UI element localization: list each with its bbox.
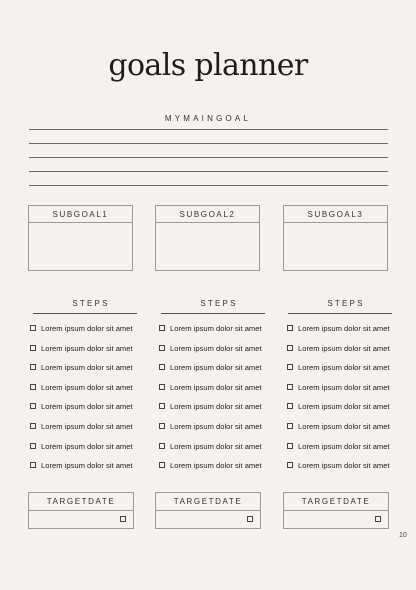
step-checkbox[interactable] bbox=[159, 462, 165, 468]
step-checkbox[interactable] bbox=[159, 325, 165, 331]
step-item[interactable] bbox=[30, 421, 133, 433]
step-text: Lorem ipsum dolor sit amet bbox=[170, 382, 262, 392]
main-goal-line[interactable] bbox=[29, 185, 388, 186]
step-item[interactable] bbox=[159, 362, 262, 374]
steps-divider bbox=[161, 313, 265, 314]
steps-label: STEPS bbox=[327, 299, 365, 308]
step-item[interactable] bbox=[159, 382, 262, 394]
step-checkbox[interactable] bbox=[287, 384, 293, 390]
step-item[interactable] bbox=[30, 362, 133, 374]
step-text: Lorem ipsum dolor sit amet bbox=[298, 363, 390, 373]
step-checkbox[interactable] bbox=[287, 345, 293, 351]
steps-divider bbox=[288, 313, 392, 314]
step-item[interactable] bbox=[159, 323, 262, 335]
step-checkbox[interactable] bbox=[287, 403, 293, 409]
page-number: 10 bbox=[399, 532, 407, 539]
step-item[interactable] bbox=[30, 382, 133, 394]
step-checkbox[interactable] bbox=[287, 462, 293, 468]
main-goal-line[interactable] bbox=[29, 143, 388, 144]
step-item[interactable] bbox=[30, 460, 133, 472]
step-text: Lorem ipsum dolor sit amet bbox=[298, 324, 390, 333]
step-item[interactable] bbox=[287, 343, 390, 355]
target-date-box-1[interactable] bbox=[28, 492, 134, 529]
step-item[interactable] bbox=[287, 362, 390, 374]
subgoal-label: SUBGOAL2 bbox=[156, 206, 259, 223]
step-text: Lorem ipsum dolor sit amet bbox=[41, 441, 133, 451]
step-text: Lorem ipsum dolor sit amet bbox=[41, 324, 133, 333]
step-checkbox[interactable] bbox=[30, 364, 36, 370]
step-checkbox[interactable] bbox=[159, 443, 165, 449]
main-goal-label: MYMAINGOAL bbox=[164, 114, 252, 123]
step-checkbox[interactable] bbox=[30, 443, 36, 449]
target-date-box-3[interactable] bbox=[283, 492, 389, 529]
step-text: Lorem ipsum dolor sit amet bbox=[298, 461, 390, 471]
target-date-checkbox[interactable] bbox=[375, 516, 381, 522]
steps-column-1 bbox=[30, 298, 152, 314]
step-text: Lorem ipsum dolor sit amet bbox=[170, 422, 262, 431]
step-text: Lorem ipsum dolor sit amet bbox=[298, 402, 390, 412]
target-date-label: TARGETDATE bbox=[29, 493, 133, 511]
target-date-checkbox[interactable] bbox=[120, 516, 126, 522]
step-text: Lorem ipsum dolor sit amet bbox=[170, 461, 262, 471]
step-item[interactable] bbox=[287, 441, 390, 453]
step-checkbox[interactable] bbox=[30, 384, 36, 390]
steps-label: STEPS bbox=[200, 299, 238, 308]
steps-label: STEPS bbox=[72, 299, 110, 308]
step-item[interactable] bbox=[159, 401, 262, 413]
steps-divider bbox=[33, 313, 137, 314]
step-item[interactable] bbox=[30, 343, 133, 355]
step-item[interactable] bbox=[287, 323, 390, 335]
step-checkbox[interactable] bbox=[159, 403, 165, 409]
step-checkbox[interactable] bbox=[287, 325, 293, 331]
step-text: Lorem ipsum dolor sit amet bbox=[170, 363, 262, 373]
step-checkbox[interactable] bbox=[30, 325, 36, 331]
main-goal-line[interactable] bbox=[29, 157, 388, 158]
step-item[interactable] bbox=[159, 460, 262, 472]
step-text: Lorem ipsum dolor sit amet bbox=[170, 343, 262, 353]
step-text: Lorem ipsum dolor sit amet bbox=[41, 461, 133, 471]
step-item[interactable] bbox=[159, 343, 262, 355]
page-title: goals planner bbox=[108, 48, 308, 83]
step-checkbox[interactable] bbox=[159, 384, 165, 390]
step-item[interactable] bbox=[30, 323, 133, 335]
step-checkbox[interactable] bbox=[287, 443, 293, 449]
target-date-checkbox[interactable] bbox=[247, 516, 253, 522]
subgoal-box-1[interactable] bbox=[28, 205, 133, 271]
step-item[interactable] bbox=[287, 460, 390, 472]
target-date-box-2[interactable] bbox=[155, 492, 261, 529]
step-text: Lorem ipsum dolor sit amet bbox=[170, 441, 262, 451]
step-text: Lorem ipsum dolor sit amet bbox=[170, 324, 262, 333]
step-item[interactable] bbox=[159, 421, 262, 433]
step-item[interactable] bbox=[159, 441, 262, 453]
step-text: Lorem ipsum dolor sit amet bbox=[41, 363, 133, 373]
target-date-label: TARGETDATE bbox=[284, 493, 388, 511]
step-checkbox[interactable] bbox=[159, 423, 165, 429]
step-checkbox[interactable] bbox=[159, 364, 165, 370]
target-date-label: TARGETDATE bbox=[156, 493, 260, 511]
step-checkbox[interactable] bbox=[159, 345, 165, 351]
step-item[interactable] bbox=[287, 382, 390, 394]
step-text: Lorem ipsum dolor sit amet bbox=[298, 422, 390, 431]
step-item[interactable] bbox=[287, 401, 390, 413]
step-item[interactable] bbox=[30, 441, 133, 453]
step-text: Lorem ipsum dolor sit amet bbox=[298, 441, 390, 451]
step-checkbox[interactable] bbox=[287, 423, 293, 429]
step-checkbox[interactable] bbox=[30, 403, 36, 409]
main-goal-line[interactable] bbox=[29, 129, 388, 130]
subgoal-box-3[interactable] bbox=[283, 205, 388, 271]
step-text: Lorem ipsum dolor sit amet bbox=[298, 343, 390, 353]
step-checkbox[interactable] bbox=[30, 423, 36, 429]
step-checkbox[interactable] bbox=[30, 345, 36, 351]
step-checkbox[interactable] bbox=[287, 364, 293, 370]
main-goal-line[interactable] bbox=[29, 171, 388, 172]
step-text: Lorem ipsum dolor sit amet bbox=[41, 343, 133, 353]
steps-column-3 bbox=[285, 298, 407, 314]
step-checkbox[interactable] bbox=[30, 462, 36, 468]
step-text: Lorem ipsum dolor sit amet bbox=[41, 402, 133, 412]
subgoal-label: SUBGOAL3 bbox=[284, 206, 387, 223]
step-text: Lorem ipsum dolor sit amet bbox=[170, 402, 262, 412]
step-text: Lorem ipsum dolor sit amet bbox=[41, 422, 133, 431]
step-text: Lorem ipsum dolor sit amet bbox=[298, 382, 390, 392]
steps-column-2 bbox=[158, 298, 280, 314]
subgoal-box-2[interactable] bbox=[155, 205, 260, 271]
subgoal-label: SUBGOAL1 bbox=[29, 206, 132, 223]
step-text: Lorem ipsum dolor sit amet bbox=[41, 382, 133, 392]
step-item[interactable] bbox=[30, 401, 133, 413]
step-item[interactable] bbox=[287, 421, 390, 433]
